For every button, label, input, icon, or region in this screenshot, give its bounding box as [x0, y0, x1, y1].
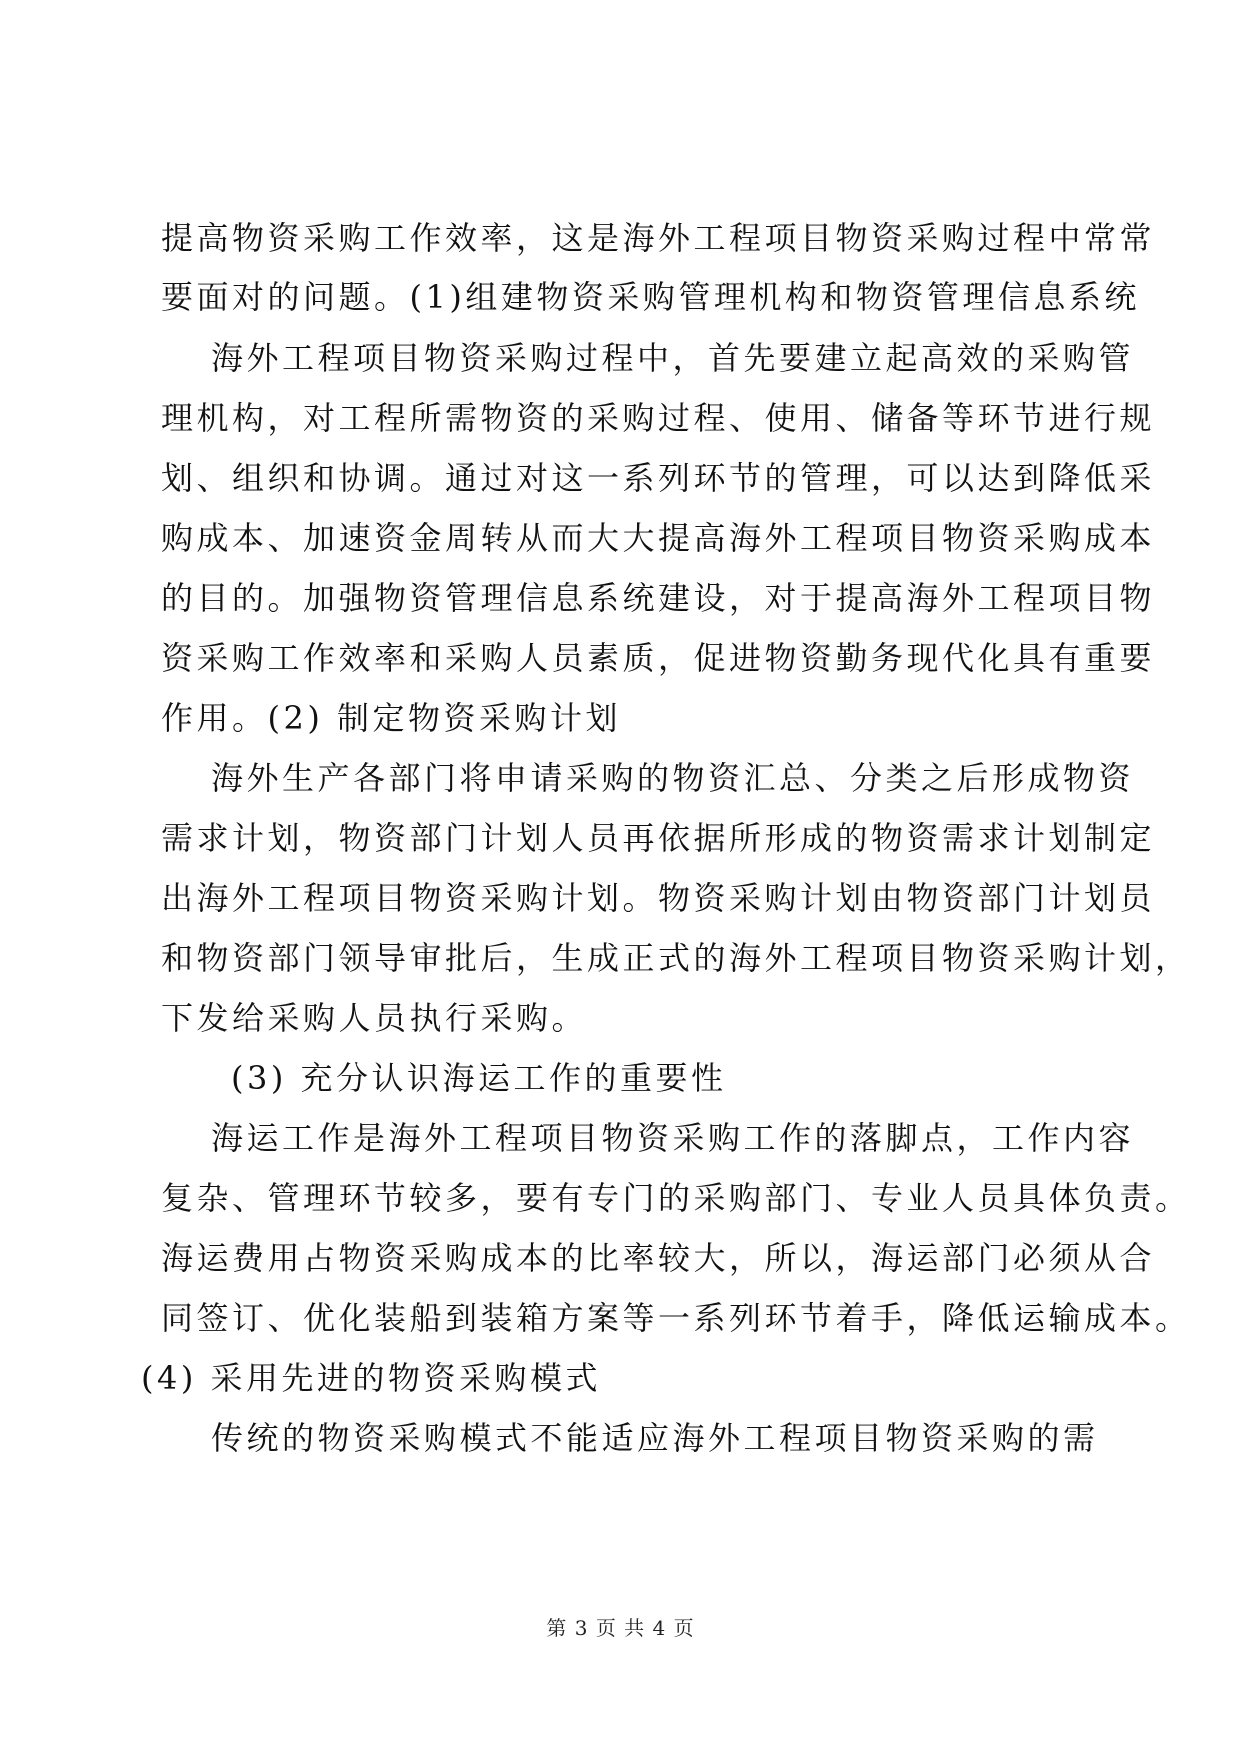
body-line: 提高物资采购工作效率，这是海外工程项目物资采购过程中常常 — [161, 219, 1156, 257]
body-line: 海外工程项目物资采购过程中，首先要建立起高效的采购管 — [211, 339, 1135, 377]
section-heading: (3) 充分认识海运工作的重要性 — [231, 1059, 727, 1097]
body-line: 的目的。加强物资管理信息系统建设，对于提高海外工程项目物 — [161, 579, 1156, 617]
body-line: 理机构，对工程所需物资的采购过程、使用、储备等环节进行规 — [161, 399, 1156, 437]
body-line: 海运工作是海外工程项目物资采购工作的落脚点，工作内容 — [211, 1119, 1135, 1157]
body-line: 出海外工程项目物资采购计划。物资采购计划由物资部门计划员 — [161, 879, 1156, 917]
section-heading: (4) 采用先进的物资采购模式 — [141, 1359, 602, 1397]
body-line: 海运费用占物资采购成本的比率较大，所以，海运部门必须从合 — [161, 1239, 1156, 1277]
body-line: 下发给采购人员执行采购。 — [161, 999, 588, 1037]
page-number-footer: 第 3 页 共 4 页 — [546, 1616, 695, 1640]
body-line: 购成本、加速资金周转从而大大提高海外工程项目物资采购成本 — [161, 519, 1156, 557]
body-line: 传统的物资采购模式不能适应海外工程项目物资采购的需 — [211, 1419, 1099, 1457]
body-line: 和物资部门领导审批后，生成正式的海外工程项目物资采购计划， — [161, 939, 1191, 977]
body-line: 复杂、管理环节较多，要有专门的采购部门、专业人员具体负责。 — [161, 1179, 1191, 1217]
body-line: 海外生产各部门将申请采购的物资汇总、分类之后形成物资 — [211, 759, 1135, 797]
body-line: 要面对的问题。(1)组建物资采购管理机构和物资管理信息系统 — [161, 278, 1140, 316]
body-line: 同签订、优化装船到装箱方案等一系列环节着手，降低运输成本。 — [161, 1299, 1191, 1337]
body-line: 划、组织和协调。通过对这一系列环节的管理，可以达到降低采 — [161, 459, 1156, 497]
body-line: 资采购工作效率和采购人员素质，促进物资勤务现代化具有重要 — [161, 639, 1156, 677]
body-line: 需求计划，物资部门计划人员再依据所形成的物资需求计划制定 — [161, 819, 1156, 857]
body-line: 作用。(2) 制定物资采购计划 — [161, 699, 622, 737]
